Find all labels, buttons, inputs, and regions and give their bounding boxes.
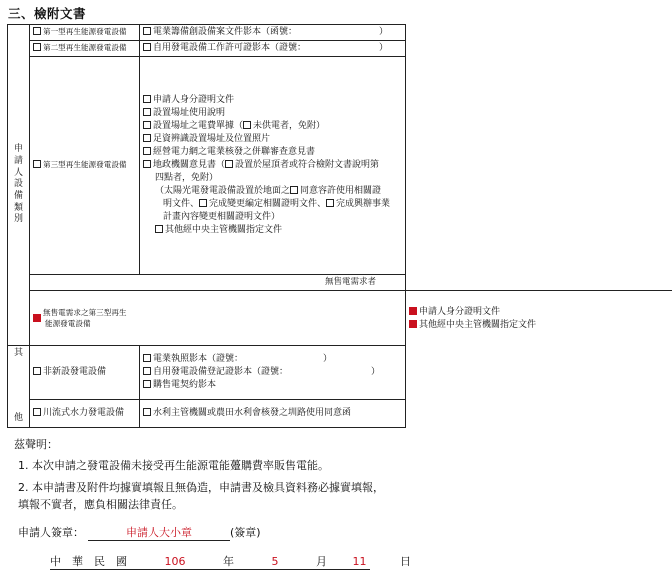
category-no-sale: 無售電需求之第三型再生 能源發電設備 xyxy=(30,291,405,345)
type3-docs: 申請人身分證明文件 設置場址使用說明 設置場址之電費單據（ 未供電者，免附） 足資辨識設置場址及位置照片 經營電力網之電業核發之併聯審查意見書 地政機關意見書（ 設置於屋頂者或符合檢附文書說明第 四點者，免附） （太陽光電發電設備設置於地面之 同意容許使用相關證 明文件、 完成變更編定相關證明文件、 完成興辦事業 計畫內容變更相關證明文件） 其他經中央主管機關指定文件 xyxy=(140,57,406,275)
category-run-of-river: 川流式水力發電設備 xyxy=(30,400,140,428)
no-sale-other-checkbox[interactable] xyxy=(409,320,417,328)
non-new-docs: 電業執照影本（證號： ） 自用發電設備登記證影本（證號： ） 購售電契約影本 xyxy=(140,346,406,400)
category-type1: 第一型再生能源發電設備 xyxy=(30,25,140,41)
applicant-equipment-group-label: 申 請 人 設 備 類 別 xyxy=(8,25,30,346)
declaration-item-1: 1. 本次申請之發電設備未接受再生能源電能躉購費率販售電能。 xyxy=(18,459,329,472)
no-power-checkbox[interactable] xyxy=(243,121,251,129)
other-group-label: 其 他 xyxy=(8,346,30,428)
category-type2: 第二型再生能源發電設備 xyxy=(30,41,140,57)
section-title: 三、檢附文書 xyxy=(8,6,87,21)
doc-land-checkbox[interactable] xyxy=(143,160,151,168)
declaration-title: 茲聲明： xyxy=(14,438,58,451)
doc-grid-checkbox[interactable] xyxy=(143,147,151,155)
run-of-river-docs: 水利主管機關或農田水利會核發之圳路使用同意函 xyxy=(140,400,406,428)
type1-checkbox[interactable] xyxy=(33,27,41,35)
license-checkbox[interactable] xyxy=(143,354,151,362)
water-consent-checkbox[interactable] xyxy=(143,408,151,416)
non-new-checkbox[interactable] xyxy=(33,367,41,375)
doc-id-checkbox[interactable] xyxy=(143,95,151,103)
doc-photo-checkbox[interactable] xyxy=(143,134,151,142)
zoning-checkbox[interactable] xyxy=(199,199,207,207)
applicant-seal-field[interactable]: 申請人大小章 xyxy=(88,524,230,541)
category-type3: 第三型再生能源發電設備 xyxy=(30,57,140,275)
project-checkbox[interactable] xyxy=(326,199,334,207)
no-sale-block xyxy=(30,275,406,346)
date-day[interactable]: 11 xyxy=(352,555,367,568)
type2-docs: 自用發電設備工作許可證影本（證號： ） xyxy=(140,41,406,57)
doc-site-checkbox[interactable] xyxy=(143,108,151,116)
no-sale-header: 無售電需求者 xyxy=(29,275,672,291)
doc-other-checkbox[interactable] xyxy=(155,225,163,233)
declaration-item-2: 2. 本申請書及附件均據實填報且無偽造，申請書及檢具資料務必據實填報， 填報不實者，應負相關法律責任。 xyxy=(18,481,384,512)
no-sale-checkbox[interactable] xyxy=(33,314,41,322)
permit-checkbox[interactable] xyxy=(290,186,298,194)
run-of-river-checkbox[interactable] xyxy=(33,408,41,416)
self-use-cert-checkbox[interactable] xyxy=(143,367,151,375)
date-year[interactable]: 106 xyxy=(164,555,186,568)
doc-bill-checkbox[interactable] xyxy=(143,121,151,129)
attachments-table: 申 請 人 設 備 類 別 第一型再生能源發電設備 電業籌備創設備案文件影本（函號： ） 第二型再生能源發電設備 自用發電設備工作許可證影本（證號： ） 第三型再生能源發電設備 申請人身分證明文件 設置場址使用說明 設置場址之電費單據（ 未供電者，免附） 足資辨識設置場址及位置照片 經營電力網之電業核發之併聯審查意見書 地政機關意見書（ 設置於屋頂者或符合檢附文書說明第 四點者，免附） （太陽光電發電設備設置於地面之 同意容許使用相關證 明文件、 完成變更編定相關證明文件、 完成興辦事業 計畫內容變更相關證明文件） 其他經中央主管機關指定文件 無售電需求者 無售電需求之第三型再生 能源發電設備 申請人身分證明文件 其他經中央主管機關指定文件 其 他 非新設發電設備 電業執照影本（證號： ） 自用發電設備登記證影本（證號： ） 購售電契約影本 川流式水力發電設備 水利主管機關或農田水利會核發之圳路使用同意函 xyxy=(7,24,406,428)
contract-checkbox[interactable] xyxy=(143,380,151,388)
type3-checkbox[interactable] xyxy=(33,160,41,168)
no-sale-id-checkbox[interactable] xyxy=(409,307,417,315)
type2-checkbox[interactable] xyxy=(33,43,41,51)
type1-doc-checkbox[interactable] xyxy=(143,27,151,35)
signature-line: 申請人簽章： 申請人大小章 (簽章) xyxy=(18,526,261,539)
date-month[interactable]: 5 xyxy=(271,555,279,568)
date-line: 中 華 民 國 106 年 5 月 11 日 xyxy=(50,555,411,568)
type2-doc-checkbox[interactable] xyxy=(143,43,151,51)
category-non-new: 非新設發電設備 xyxy=(30,346,140,400)
type1-docs: 電業籌備創設備案文件影本（函號： ） xyxy=(140,25,406,41)
rooftop-checkbox[interactable] xyxy=(225,160,233,168)
